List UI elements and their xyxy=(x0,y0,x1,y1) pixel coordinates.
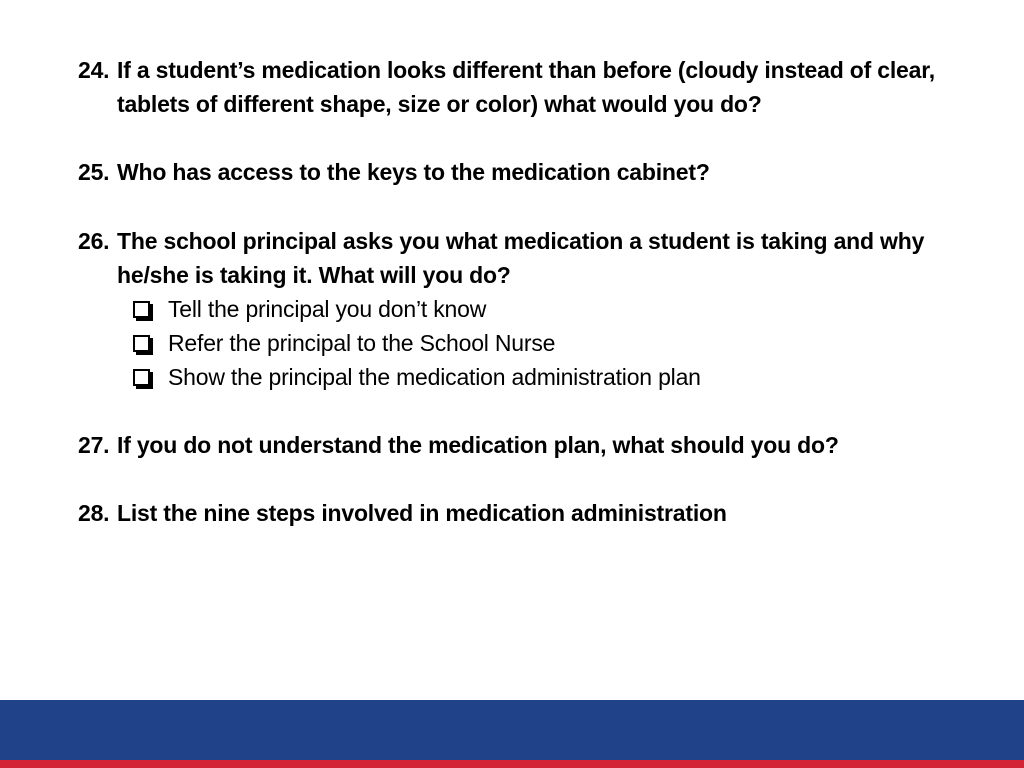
question-number: 28. xyxy=(78,500,110,526)
checkbox-icon xyxy=(133,301,150,318)
answer-option xyxy=(130,360,950,394)
question-number: 25. xyxy=(78,159,110,185)
question-text: If you do not understand the medication plan, what should you do? xyxy=(117,432,839,458)
answer-option-label: Tell the principal you don’t know xyxy=(168,296,487,322)
checkbox-icon xyxy=(133,369,150,386)
answer-option xyxy=(130,326,950,360)
answer-option-label: Refer the principal to the School Nurse xyxy=(168,330,556,356)
answer-options xyxy=(130,292,950,394)
question-24 xyxy=(78,53,978,121)
question-28 xyxy=(78,496,978,530)
question-number: 24. xyxy=(78,57,110,83)
checkbox-icon xyxy=(133,335,150,352)
question-text: Who has access to the keys to the medication cabinet? xyxy=(117,159,710,185)
question-text: If a student’s medication looks different than before (cloudy instead of clear, tablets of different shape, size or color) what would you do? xyxy=(117,57,935,117)
question-number: 27. xyxy=(78,432,110,458)
footer-bar xyxy=(0,700,1024,760)
question-text: List the nine steps involved in medication administration xyxy=(117,500,727,526)
footer-stripe xyxy=(0,760,1024,768)
question-26 xyxy=(78,224,978,292)
question-number: 26. xyxy=(78,228,110,254)
answer-option xyxy=(130,292,950,326)
question-27 xyxy=(78,428,978,462)
question-25 xyxy=(78,155,978,189)
question-text: The school principal asks you what medication a student is taking and why he/she is taking it. What will you do? xyxy=(117,228,925,288)
answer-option-label: Show the principal the medication administration plan xyxy=(168,364,701,390)
